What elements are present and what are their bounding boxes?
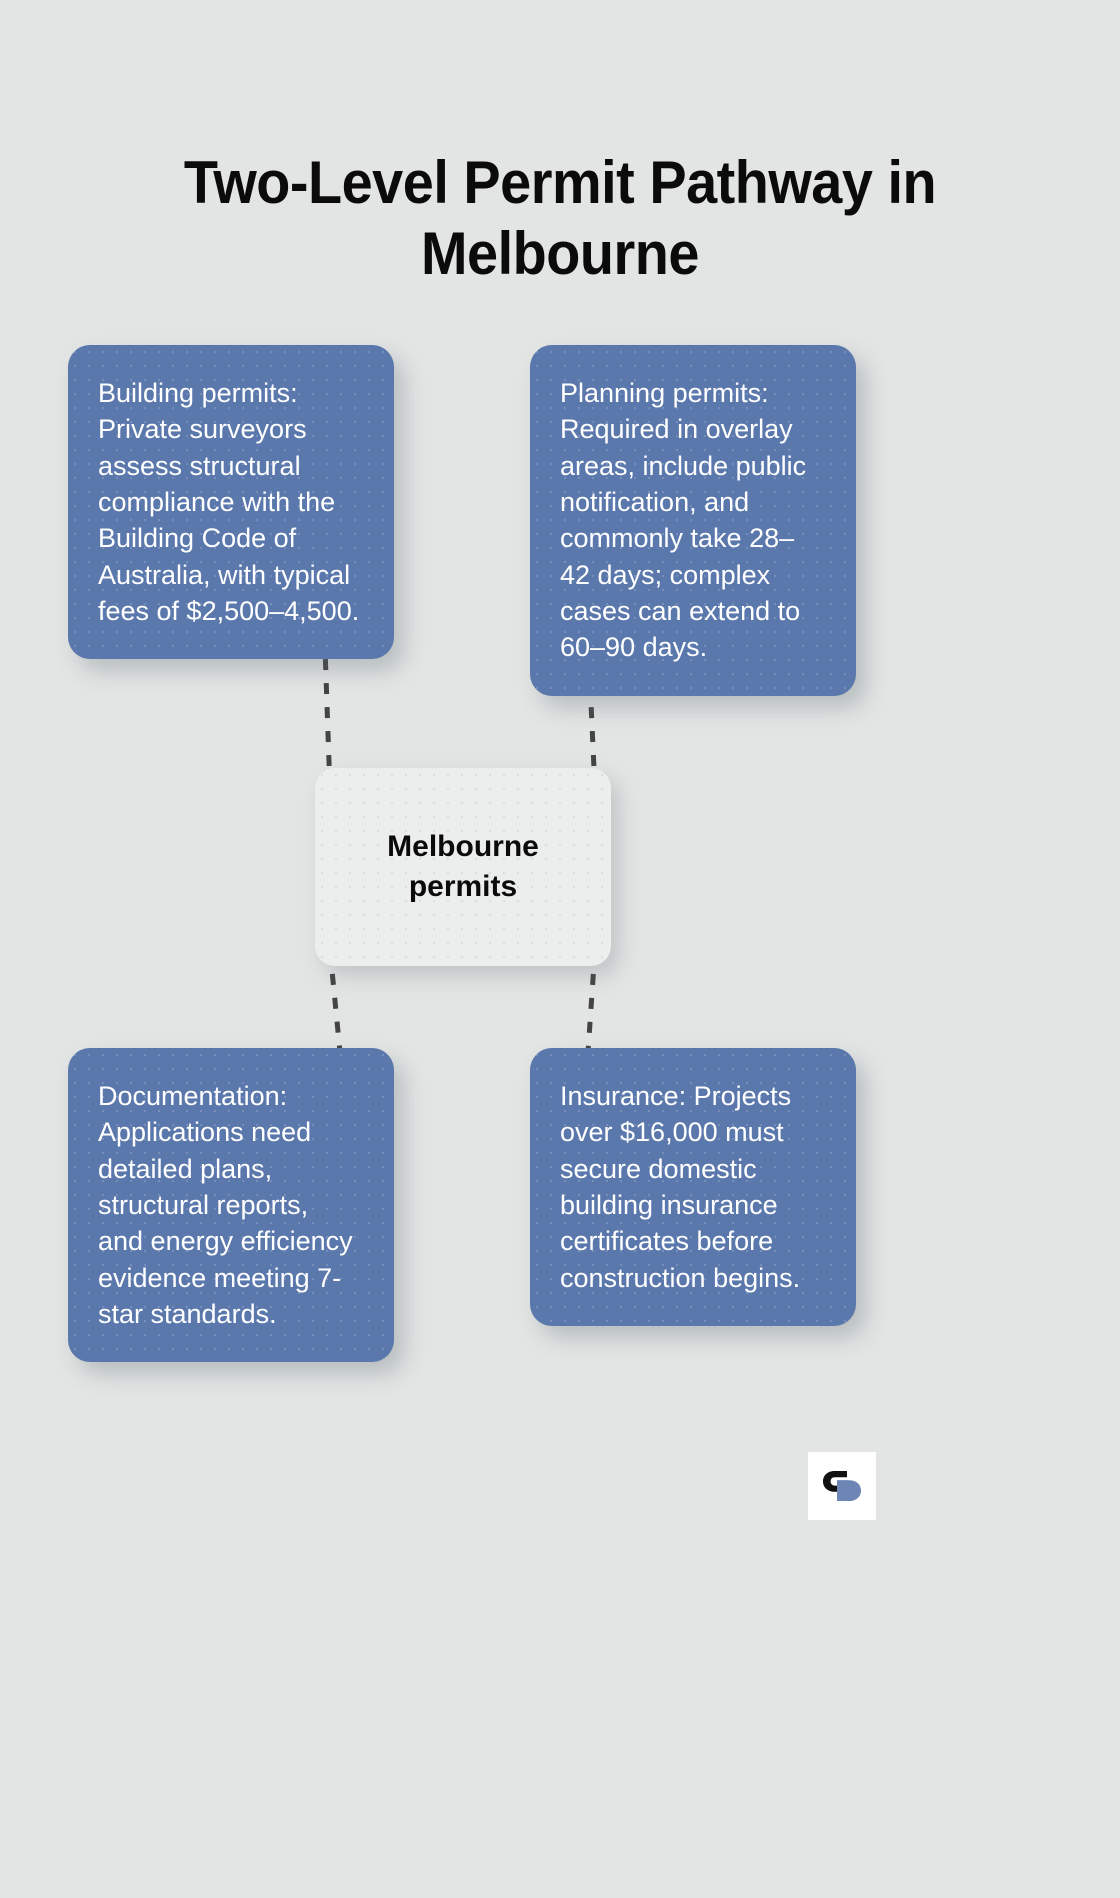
center-node-label: Melbourne permits: [387, 830, 539, 903]
node-card-building-permits-text: Building permits: Private surveyors assess structural compliance with the Building Code of Australia, with typical fees of $2,500–4,500.: [98, 378, 360, 626]
center-node-melbourne-permits[interactable]: [315, 768, 611, 966]
brand-logo-icon: [821, 1469, 863, 1503]
page-title: [140, 148, 980, 290]
node-card-planning-permits[interactable]: [530, 345, 856, 696]
node-card-insurance-text: Insurance: Projects over $16,000 must secure domestic building insurance certificates before construction begins.: [560, 1081, 801, 1293]
brand-logo: [808, 1452, 876, 1520]
node-card-documentation[interactable]: [68, 1048, 394, 1362]
node-card-insurance[interactable]: [530, 1048, 856, 1326]
page-title-text: Two-Level Permit Pathway in Melbourne: [183, 149, 937, 287]
node-card-planning-permits-text: Planning permits: Required in overlay areas, include public notification, and commonly take 28–42 days; complex cases can extend to 60–90 days.: [560, 378, 807, 663]
node-card-documentation-text: Documentation: Applications need detailed plans, structural reports, and energy efficiency evidence meeting 7-star standards.: [98, 1081, 353, 1329]
node-card-building-permits[interactable]: [68, 345, 394, 659]
